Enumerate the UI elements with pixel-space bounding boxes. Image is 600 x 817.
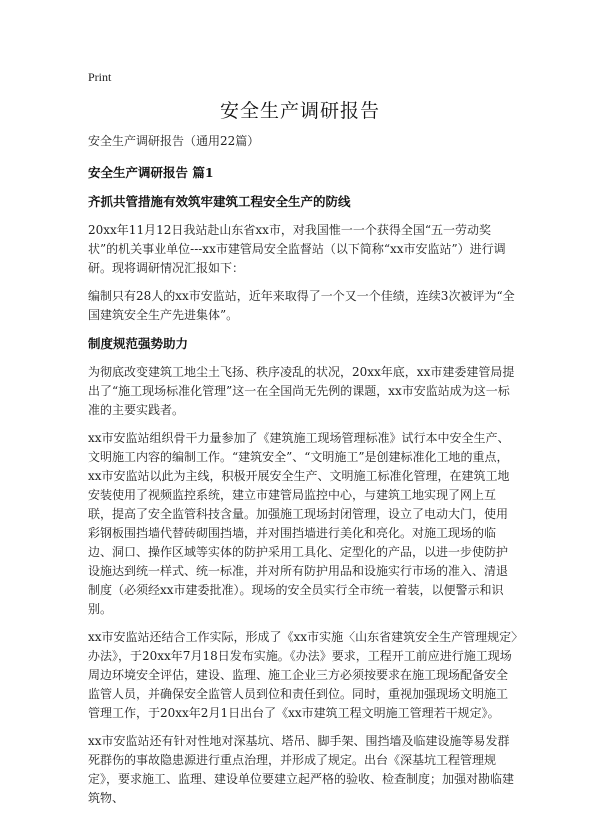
document-body <box>88 132 518 817</box>
paragraph-1: 20xx年11月12日我站赴山东省xx市，对我国惟一一个获得全国“五一劳动奖状”的机关事业单位---xx市建管局安全监督站（以下简称“xx市安监站”）进行调研。现将调研情况汇报如下： <box>88 223 506 275</box>
document-subtitle: 安全生产调研报告（通用22篇） <box>88 134 260 148</box>
page-title: 安全生产调研报告 <box>219 100 380 122</box>
paragraph-4: xx市安监站组织骨干力量参加了《建筑施工现场管理标准》试行本中安全生产、文明施工内容的编制工作。“建筑安全”、“文明施工”是创建标准化工地的重点，xx市安监站以此为主线，积极开展安全生产、文明施工标准化管理，在建筑工地安装使用了视频监控系统，建立市建管局监控中心，与建筑工地实现了网上互联，提高了安全监管科技含量。加强施工现场封闭管理，设立了电动大门，使用彩钢板围挡墙代替砖砌围挡墙，并对围挡墙进行美化和亮化。对施工现场的临边、洞口、操作区域等实体的防护采用工具化、定型化的产品，以进一步使防护设施达到统一样式、统一标准，并对所有防护用品和设施实行市场的准入、清退制度（必须经xx市建委批准）。现场的安全员实行全市统一着装，以便警示和识别。 <box>88 431 510 616</box>
section-title: 安全生产调研报告 篇1 <box>88 165 214 180</box>
paragraph-2: 编制只有28人的xx市安监站，近年来取得了一个又一个佳绩，连续3次被评为“全国建筑安全生产先进集体”。 <box>88 289 515 322</box>
print-label: Print <box>88 70 112 84</box>
paragraph-5: xx市安监站还结合工作实际，形成了《xx市实施〈山东省建筑安全生产管理规定〉办法》，于20xx年7月18日发布实施。《办法》要求，工程开工前应进行施工现场周边环境安全评估，建设、监理、施工企业三方必须按要求在施工现场配备安全监管人员，并确保安全监管人员到位和责任到位。同时，重视加强现场文明施工管理工作，于20xx年2月1日出台了《xx市建筑工程文明施工管理若干规定》。 <box>88 630 518 720</box>
paragraph-6: xx市安监站还有针对性地对深基坑、塔吊、脚手架、围挡墙及临建设施等易发群死群伤的事故隐患源进行重点治理，并形成了规定。出台《深基坑工程管理规定》，要求施工、监理、建设单位要建立起严格的验收、检查制度；加强对勘临建筑物、 <box>88 734 515 805</box>
section-heading-1: 齐抓共管措施有效筑牢建筑工程安全生产的防线 <box>88 194 351 209</box>
paragraph-3: 为彻底改变建筑工地尘土飞扬、秩序凌乱的状况，20xx年底，xx市建委建管局提出了“施工现场标准化管理”这一在全国尚无先例的课题，xx市安监站成为这一标准的主要实践者。 <box>88 365 515 417</box>
section-heading-2: 制度规范强势助力 <box>88 336 189 351</box>
